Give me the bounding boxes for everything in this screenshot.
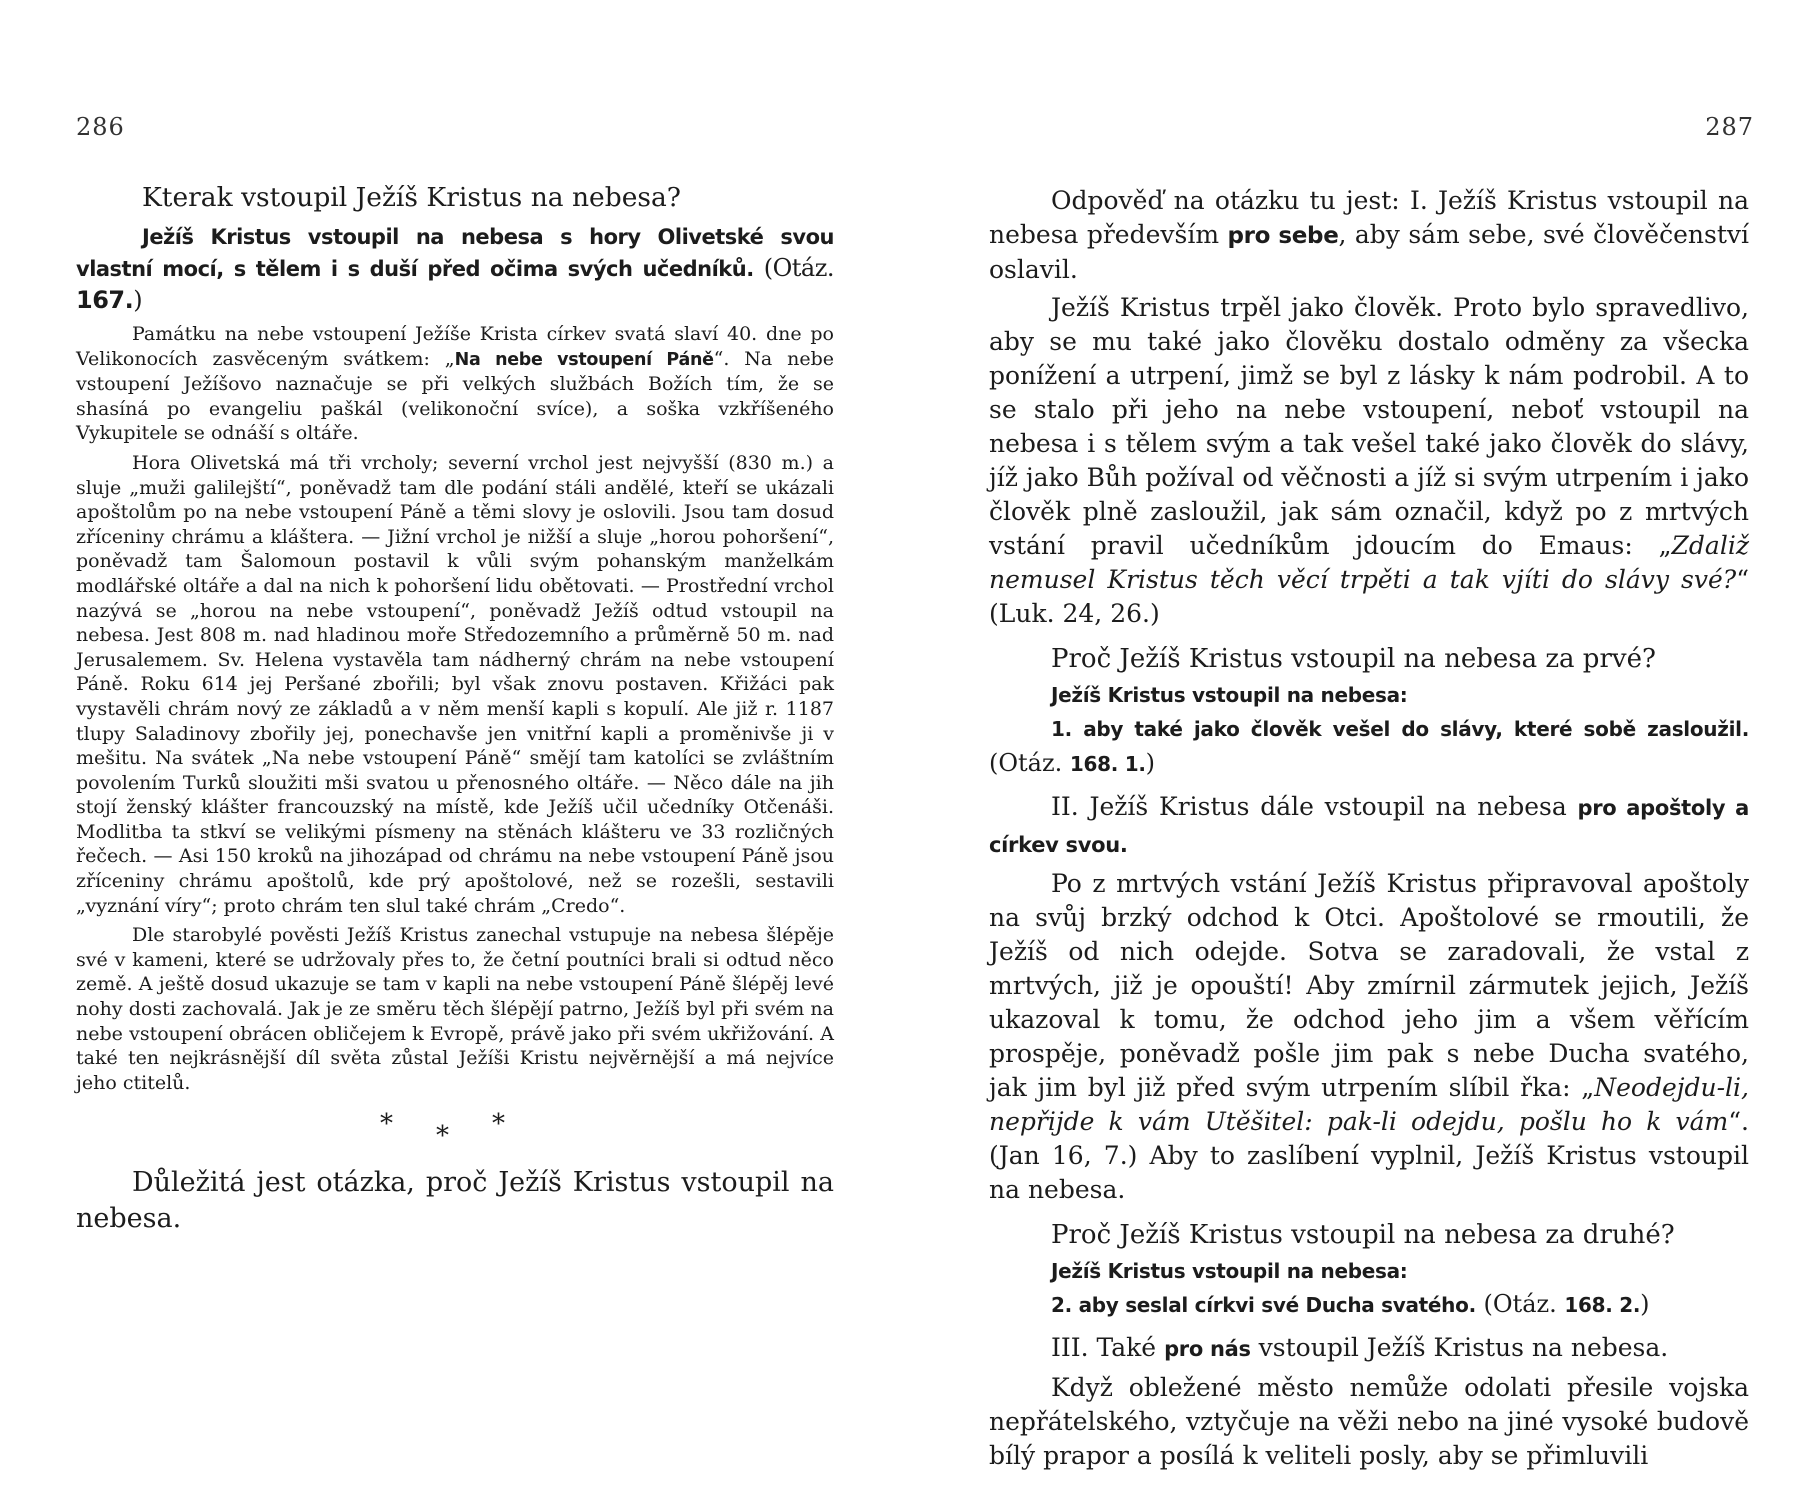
left-column [76, 180, 834, 1237]
paragraph-mount-olivet: Hora Olivetská má tři vrcholy; severní vrchol jest nejvyšší (830 m.) a sluje „muži galilejští“, poněvadž tam dle podání stáli andělé, kteří se ukázali apoštolům po na nebe vstoupení Páně a těmi slovy je oslovili. Jsou tam dosud zříceniny chrámu a kláštera. — Jižní vrchol je nižší a sluje „horou pohoršení“, poněvadž tam Šalomoun postavil k vůli svým pohanským manželkám modlářské oltáře a dal na nich k pohoršení lidu obětovati. — Prostřední vrchol nazývá se „horou na nebe vstoupení“, poněvadž Ježíš odtud vstoupil na nebesa. Jest 808 m. nad hladinou moře Středozemního a průměrně 50 m. nad Jerusalemem. Sv. Helena vystavěla tam nádherný chrám na nebe vstoupení Páně. Roku 614 jej Peršané zbořili; byl však znovu postaven. Křižáci pak vystavěli chrám nový ze základů a v něm menší kapli s kopulí. Ale již r. 1187 tlupy Saladinovy zbořily jej, ponechavše jen vnitřní kapli a proměnivše ji v mešitu. Na svátek „Na nebe vstoupení Páně“ smějí tam katolíci se zvláštním povolením Turků sloužiti mši svatou u přenosného oltáře. — Něco dále na jih stojí ženský klášter francouzský na místě, kde Ježíš učil učedníky Otčenáši. Modlitba ta stkví se velikými písmeny na stěnách klášteru ve 33 rozličných řečech. — Asi 150 kroků na jihozápad od chrámu na nebe vstoupení Páně jsou zříceniny chrámu apoštolů, kde prý apoštolové, než se rozešli, sestavili „vyznání víry“; proto chrám ten slul také chrám „Credo“. [76, 451, 834, 917]
right-column [989, 180, 1749, 1473]
answer-reference: (Otáz. 167.) [76, 254, 834, 314]
section-two: II. Ježíš Kristus dále vstoupil na nebesa pro apoštoly a církev svou. [989, 792, 1749, 857]
answer-paragraph [76, 222, 834, 317]
question-second: Proč Ježíš Kristus vstoupil na nebesa za druhé? [1051, 1220, 1675, 1250]
paragraph-legend: Dle starobylé pověsti Ježíš Kristus zanechal vstupuje na nebesa šlépěje své v kameni, které se udržovaly přes to, že četní poutníci brali si odtud něco země. A ještě dosud ukazuje se tam v kapli na nebe vstoupení Páně šlépěj levé nohy dosti zachovalá. Jak je ze směru těch šlépějí patrno, Ježíš byl při svém na nebe vstoupení obrácen obličejem k Evropě, právě jako při svém ukřižování. A také ten nejkrásnější díl světa zůstal Ježíši Kristu nejvěrnější a má nejvíce jeho ctitelů. [76, 924, 834, 1094]
star-3: * [492, 1109, 505, 1140]
answer-intro: Odpověď na otázku tu jest: I. Ježíš Kristus vstoupil na nebesa především pro sebe, aby sám sebe, své člověčenství oslavil. [989, 186, 1749, 284]
right-page [905, 0, 1810, 1501]
paragraph-suffering: Ježíš Kristus trpěl jako člověk. Proto bylo spravedlivo, aby se mu také jako člověku dostalo odměny za všecka ponížení a utrpení, jimž se byl z lásky k nám podrobil. A to se stalo při jeho na nebe vstoupení, neboť vstoupil na nebesa i s tělem svým a tak vešel také jako člověk do slávy, jíž jako Bůh požíval od věčnosti a jíž si svým utrpením i jako člověk plně zasloužil, jak sám označil, když po z mrtvých vstání pravil učedníkům jdoucím do Emaus: „Zdaliž nemusel Kristus těch věcí trpěti a tak vjíti do slávy své?“ (Luk. 24, 26.) [989, 293, 1749, 628]
feast-name: Na nebe vstoupení Páně [454, 349, 714, 370]
question-heading: Kterak vstoupil Ježíš Kristus na nebesa? [142, 182, 681, 213]
page-number-left: 286 [76, 113, 125, 141]
emphasis-for-himself: pro sebe [1227, 223, 1339, 249]
answer-lead-second: Ježíš Kristus vstoupil na nebesa: [1051, 1259, 1408, 1283]
paragraph-feast: Památku na nebe vstoupení Ježíše Krista církev svatá slaví 40. dne po Velikonocích zasvěceným svátkem: „Na nebe vstoupení Páně“. Na nebe vstoupení Ježíšovo naznačuje se při velkých službách Božích tím, že se shasíná po evangeliu paškál (velikonoční svíce), a soška vzkříšeného Vykupitele se odnáší s oltáře. [76, 323, 834, 445]
paragraph-besieged-city: Když obležené město nemůže odolati přesile vojska nepřátelského, vztyčuje na věži nebo na jiné vysoké budově bílý prapor a posílá k veliteli posly, aby se přimluvili [989, 1373, 1749, 1470]
question-first: Proč Ježíš Kristus vstoupil na nebesa za prvé? [1051, 644, 1656, 674]
emphasis-for-us: pro nás [1164, 1337, 1251, 1361]
page-number-right: 287 [1705, 113, 1754, 141]
closing-paragraph: Důležitá jest otázka, proč Ježíš Kristus vstoupil na nebesa. [76, 1167, 834, 1235]
quote-john: Neodejdu-li, nepřijde k vám Utěšitel: pak-li odejdu, pošlu ho k vám [989, 1073, 1749, 1136]
paragraph-apostles: Po z mrtvých vstání Ježíš Kristus připravoval apoštoly na svůj brzký odchod k Otci. Apoštolové se rmoutili, že Ježíš od nich odejde. Sotva se zaradovali, že vstal z mrtvých, již je opouští! Aby zmírnil zármutek jejich, Ježíš ukazoval k tomu, že odchod jeho jim a všem věřícím prospěje, poněvadž pošle jim pak s nebe Ducha svatého, jak jim byl již před svým utrpením slíbil řka: „Neodejdu-li, nepřijde k vám Utěšitel: pak-li odejdu, pošlu ho k vám“. (Jan 16, 7.) Aby to zaslíbení vyplnil, Ježíš Kristus vstoupil na nebesa. [989, 869, 1749, 1204]
section-divider-stars [76, 1109, 834, 1159]
emphasis-apostles: pro apoštoly a církev svou. [989, 796, 1749, 857]
section-three: III. Také pro nás vstoupil Ježíš Kristus na nebesa. [1051, 1333, 1669, 1362]
quote-luke: Zdaliž nemusel Kristus těch věcí trpěti a tak vjíti do slávy své? [989, 531, 1749, 594]
star-1: * [380, 1109, 393, 1140]
answer-lead-first: Ježíš Kristus vstoupil na nebesa: [1051, 683, 1408, 707]
star-2: * [436, 1121, 449, 1152]
answer-item-2: 2. aby seslal církvi své Ducha svatého. (Otáz. 168. 2.) [1051, 1290, 1650, 1318]
answer-item-1: 1. aby také jako člověk vešel do slávy, které sobě zasloužil. (Otáz. 168. 1.) [989, 717, 1749, 777]
answer-bold-text: Ježíš Kristus vstoupil na nebesa s hory Olivetské svou vlastní mocí, s tělem i s duší před očima svých učedníků. [76, 225, 834, 281]
